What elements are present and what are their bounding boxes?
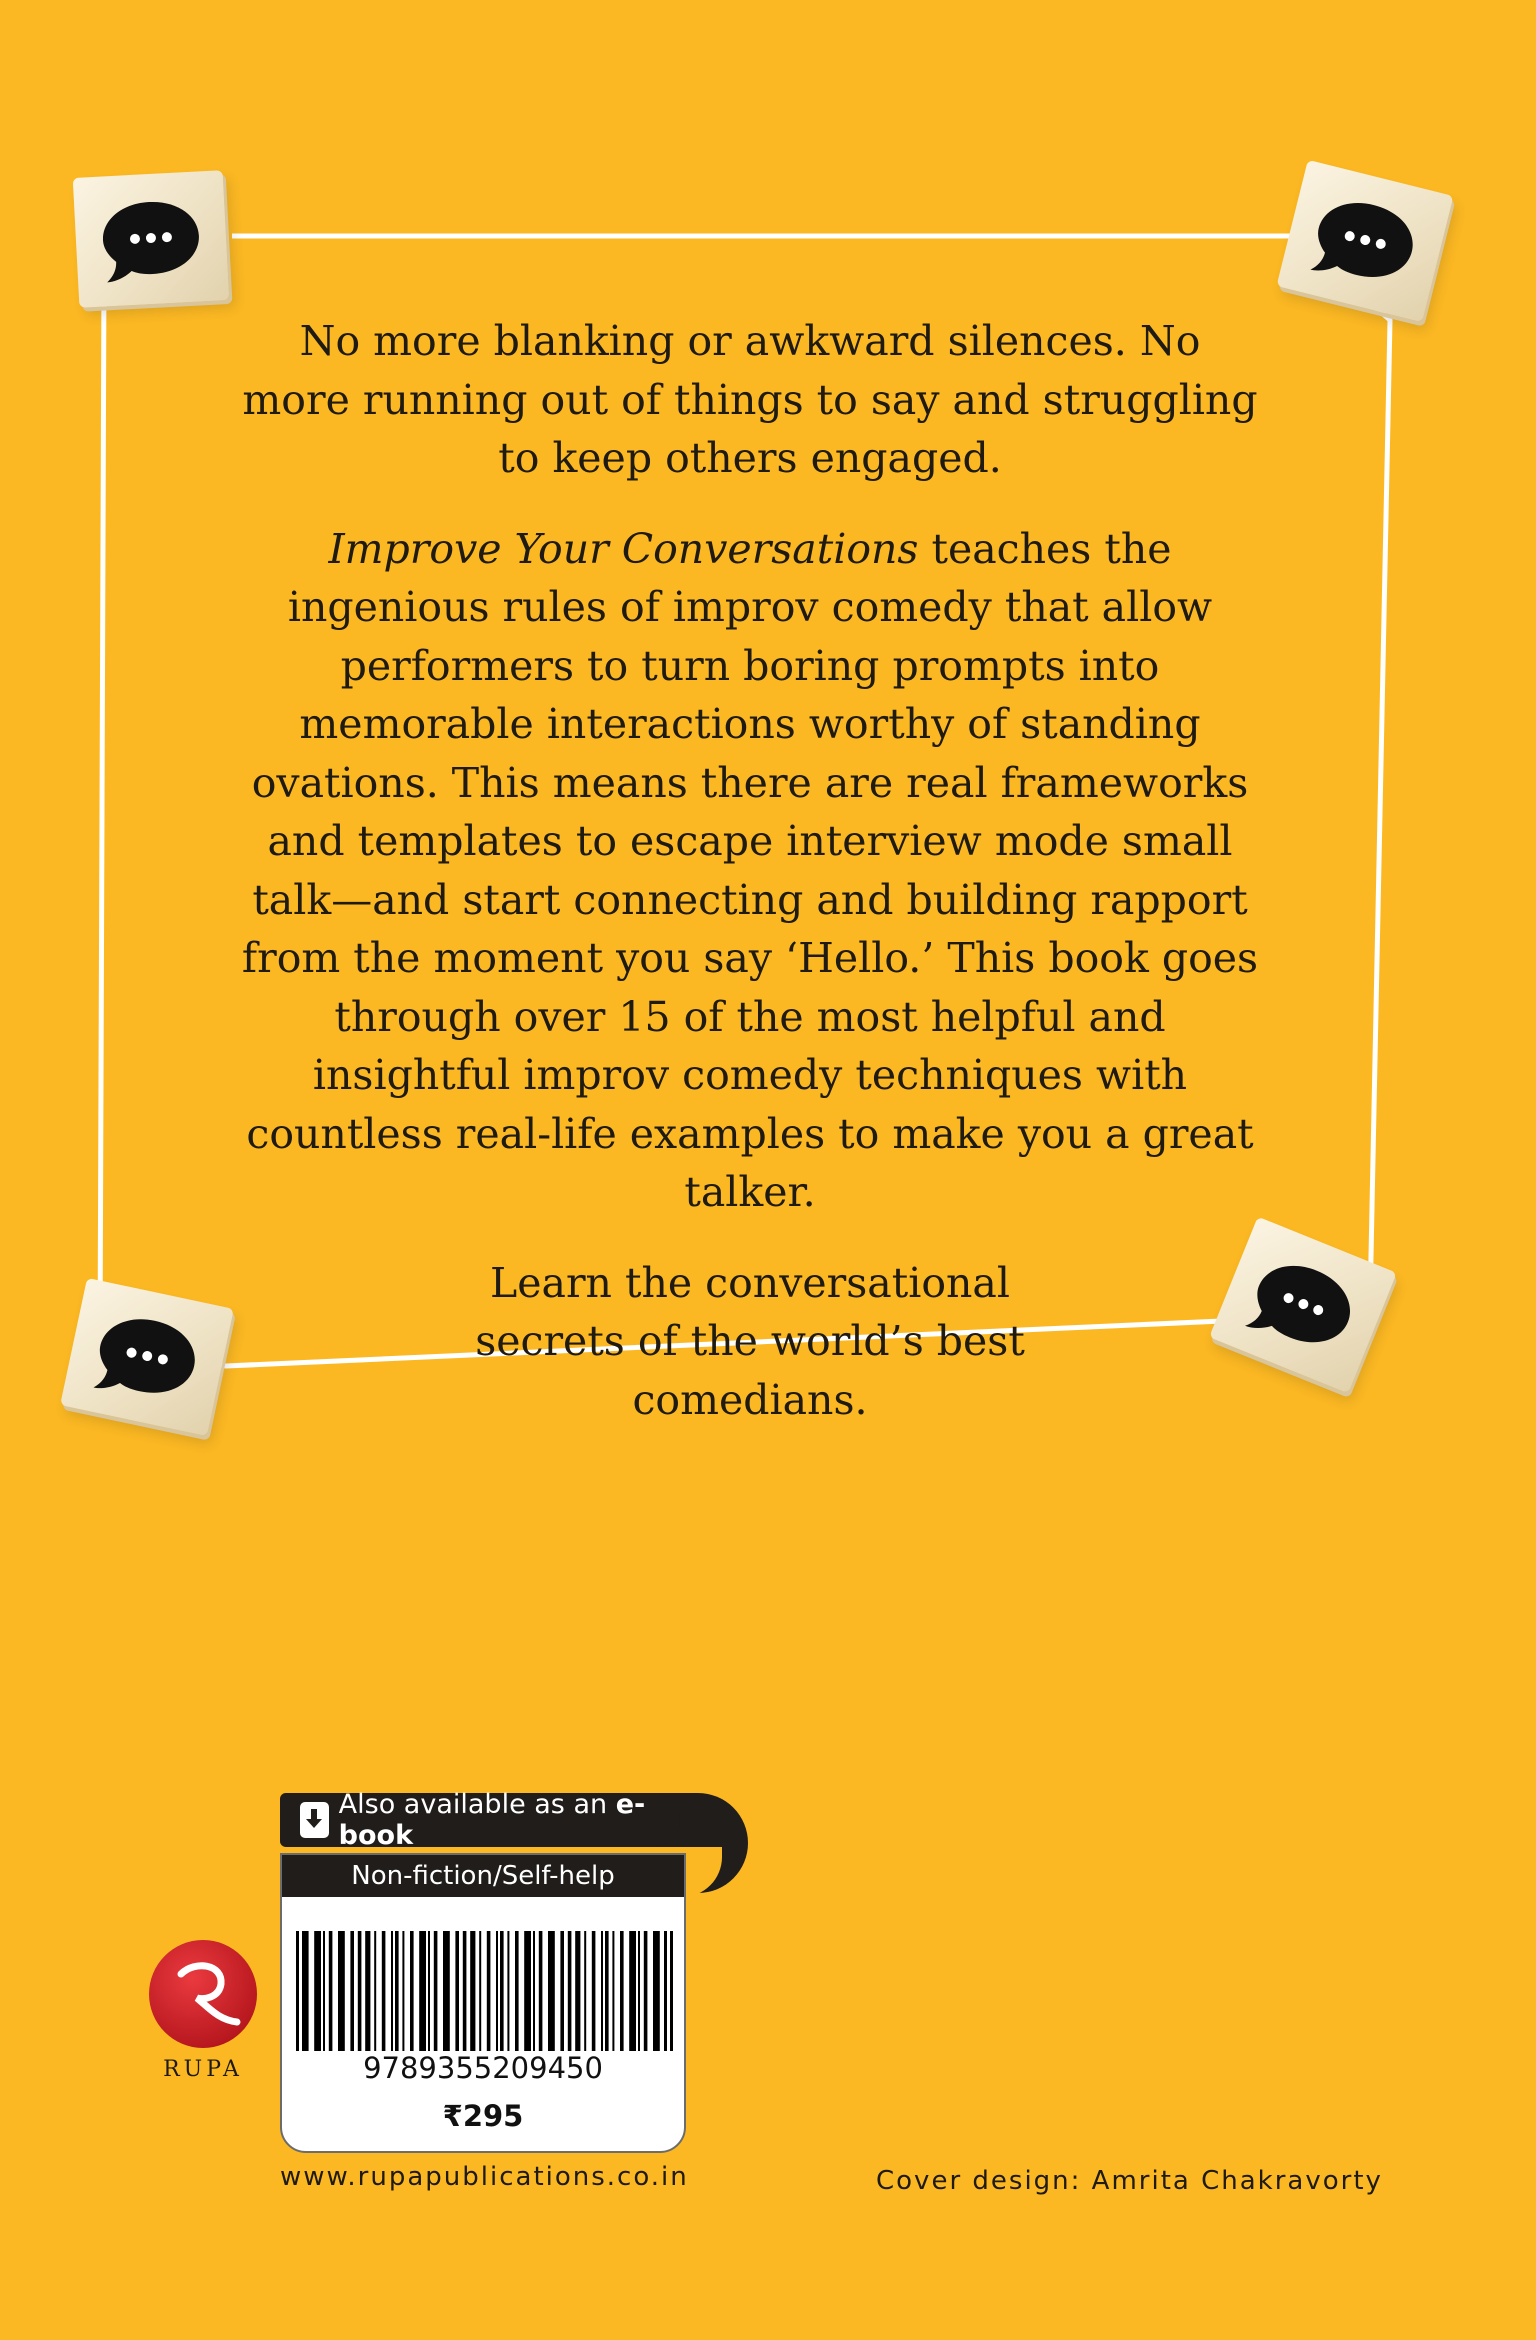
- speech-bubble-icon: [1304, 185, 1427, 297]
- genre-label: Non-fiction/Self-help: [282, 1855, 684, 1897]
- publisher-website[interactable]: www.rupapublications.co.in: [280, 2162, 689, 2192]
- barcode-bar: [470, 1931, 475, 2051]
- blurb-paragraph-1: No more blanking or awkward silences. No more running out of things to say and struggling to keep others engaged.: [242, 317, 1258, 482]
- barcode-bar: [533, 1931, 535, 2051]
- price: ₹295: [442, 2099, 524, 2133]
- speech-bubble-icon: [87, 1302, 207, 1412]
- barcode-bar: [428, 1931, 430, 2051]
- barcode: [296, 1931, 674, 2051]
- barcode-bar: [487, 1931, 491, 2051]
- barcode-bar: [329, 1931, 333, 2051]
- barcode-bar: [434, 1931, 438, 2051]
- barcode-bar: [592, 1931, 596, 2051]
- barcode-bar: [620, 1931, 624, 2051]
- barcode-bar: [314, 1931, 321, 2051]
- barcode-bar: [500, 1931, 504, 2051]
- barcode-bar: [670, 1931, 673, 2051]
- barcode-bar: [560, 1931, 564, 2051]
- barcode-bar: [653, 1931, 660, 2051]
- barcode-bar: [664, 1931, 667, 2051]
- barcode-bar: [601, 1931, 603, 2051]
- ebook-emphasis: e-book: [338, 1789, 646, 1851]
- barcode-bar: [410, 1931, 414, 2051]
- barcode-bar: [455, 1931, 459, 2051]
- barcode-bar: [395, 1931, 399, 2051]
- barcode-bar: [605, 1931, 609, 2051]
- barcode-bar: [323, 1931, 325, 2051]
- barcode-bar: [479, 1931, 481, 2051]
- ebook-text: [339, 1789, 680, 1851]
- barcode-bar: [539, 1931, 543, 2051]
- blurb: [240, 312, 1260, 1461]
- barcode-bar: [358, 1931, 362, 2051]
- barcode-bar: [548, 1931, 555, 2051]
- barcode-bar: [612, 1931, 614, 2051]
- barcode-bar: [419, 1931, 426, 2051]
- barcode-bar: [575, 1931, 580, 2051]
- barcode-bar: [584, 1931, 586, 2051]
- barcode-bar: [296, 1931, 299, 2051]
- blurb-paragraph-2: [240, 520, 1260, 1222]
- barcode-bar: [568, 1931, 572, 2051]
- barcode-bar: [515, 1931, 519, 2051]
- barcode-bar: [391, 1931, 393, 2051]
- isbn-number: 9789355209450: [363, 2051, 603, 2085]
- barcode-bar: [496, 1931, 498, 2051]
- speech-cube-top-left: [73, 170, 230, 308]
- barcode-bar: [302, 1931, 305, 2051]
- blurb-paragraph-3: Learn the conversational secrets of the world’s best comedians.: [475, 1258, 1025, 1424]
- cover-credit: Cover design: Amrita Chakravorty: [876, 2166, 1383, 2196]
- barcode-box: [280, 1853, 686, 2153]
- barcode-bar: [443, 1931, 450, 2051]
- barcode-bar: [644, 1931, 648, 2051]
- book-title: Improve Your Conversations: [328, 524, 919, 573]
- barcode-bar: [382, 1931, 386, 2051]
- download-icon: [300, 1802, 329, 1838]
- barcode-bar: [638, 1931, 640, 2051]
- speech-bubble-icon: [97, 191, 206, 286]
- barcode-bar: [350, 1931, 354, 2051]
- barcode-bar: [305, 1931, 309, 2051]
- barcode-bar: [374, 1931, 376, 2051]
- barcode-bar: [524, 1931, 531, 2051]
- ebook-prefix: Also available as an: [338, 1789, 616, 1820]
- barcode-bar: [507, 1931, 509, 2051]
- publisher-name: RUPA: [163, 2057, 243, 2082]
- ebook-availability: [280, 1789, 680, 1851]
- rupa-logo-icon: [147, 1938, 259, 2050]
- barcode-bar: [629, 1931, 636, 2051]
- barcode-bar: [463, 1931, 467, 2051]
- blurb-paragraph-2-text: teaches the ingenious rules of improv comedy that allow performers to turn boring prompts into memorable interactions worthy of standing ovations. This means there are real frameworks and templates to escape interview mode small talk—and start connecting and building rapport from the moment you say ‘Hello.’ This book goes through over 15 of the most helpful and insightful improv comedy techniques with countless real-life examples to make you a great talker.: [241, 524, 1259, 1216]
- barcode-bar: [365, 1931, 370, 2051]
- barcode-bar: [338, 1931, 345, 2051]
- barcode-bar: [402, 1931, 404, 2051]
